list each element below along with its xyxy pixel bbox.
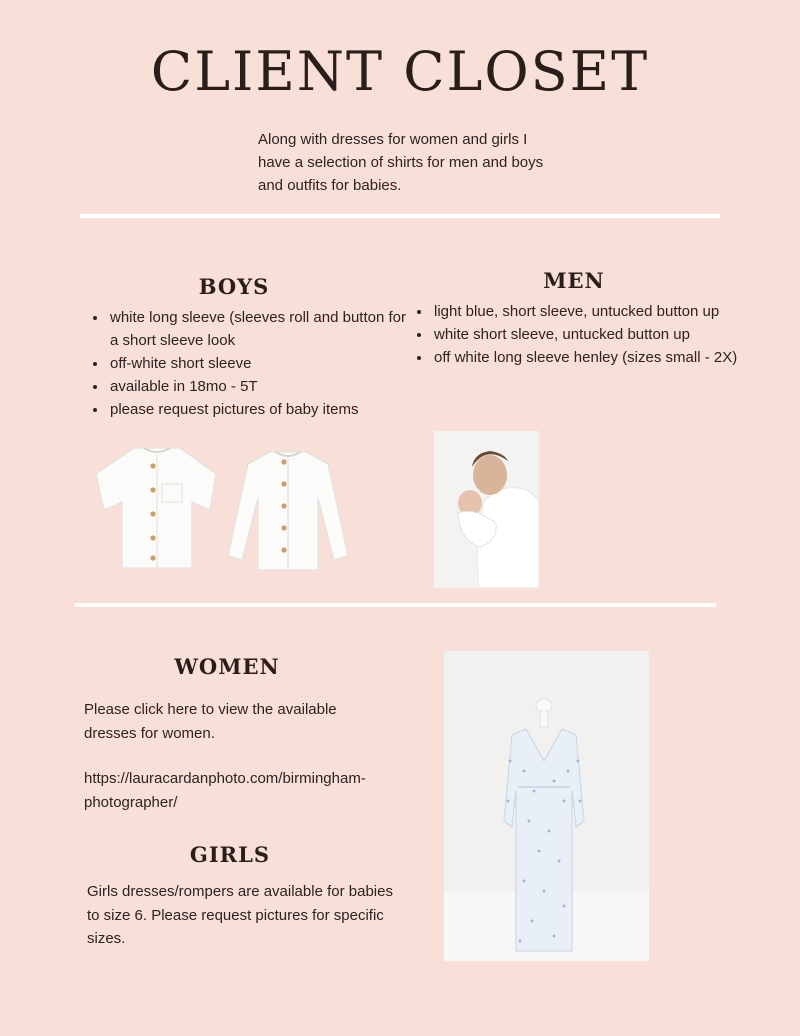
- list-item: • white long sleeve (sleeves roll and button for a short sleeve look: [108, 306, 408, 352]
- women-text: Please click here to view the available dresses for women.: [84, 701, 337, 742]
- father-newborn-photo: [434, 431, 539, 588]
- list-item: • please request pictures of baby items: [108, 398, 408, 421]
- list-item: • available in 18mo - 5T: [108, 375, 408, 398]
- women-heading: WOMEN: [174, 654, 280, 679]
- dress-photo: [444, 651, 649, 961]
- divider-top: [80, 214, 720, 218]
- girls-heading: GIRLS: [189, 842, 271, 867]
- intro-text: Along with dresses for women and girls I have a selection of shirts for men and boys and outfits for babies.: [258, 131, 544, 194]
- short-sleeve-shirt-image: [92, 440, 222, 575]
- long-sleeve-shirt-image: [226, 446, 350, 576]
- boys-list: [86, 306, 408, 421]
- men-heading: MEN: [543, 268, 605, 293]
- women-dresses-link[interactable]: https://lauracardanphoto.com/birmingham-photographer/: [84, 770, 366, 811]
- men-list: [410, 300, 742, 369]
- list-item: • off-white short sleeve: [108, 352, 408, 375]
- divider-middle: [75, 603, 716, 607]
- women-link-container: [84, 767, 394, 814]
- girls-text: Girls dresses/rompers are available for babies to size 6. Please request pictures for specific sizes.: [87, 883, 393, 947]
- list-item: • off white long sleeve henley (sizes small - 2X): [432, 346, 742, 369]
- list-item: • white short sleeve, untucked button up: [432, 323, 742, 346]
- boys-heading: BOYS: [198, 274, 270, 299]
- list-item: • light blue, short sleeve, untucked button up: [432, 300, 742, 323]
- page-title: CLIENT CLOSET: [150, 40, 650, 103]
